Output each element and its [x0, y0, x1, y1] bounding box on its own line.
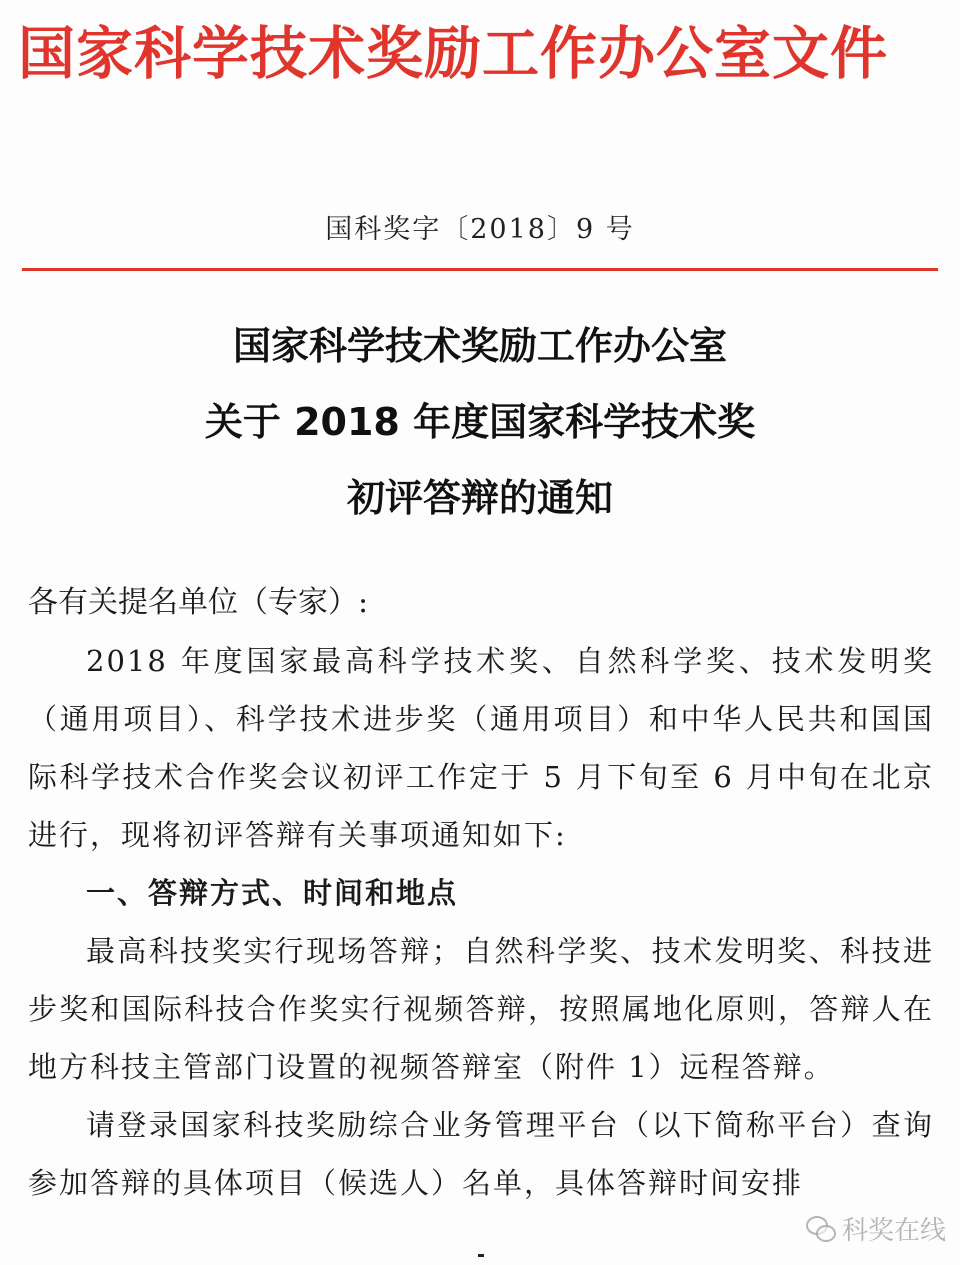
title-line-1: 国家科学技术奖励工作办公室: [232, 324, 727, 368]
paragraph-defense-method: 最高科技奖实行现场答辩；自然科学奖、技术发明奖、科技进步奖和国际科技合作奖实行视频答辩，按照属地化原则，答辩人在地方科技主管部门设置的视频答辩室（附件 1）远程答辩。: [28, 934, 934, 1084]
document-title: [0, 308, 960, 536]
paragraph-platform-login: 请登录国家科技奖励综合业务管理平台（以下简称平台）查询参加答辩的具体项目（候选人）名单，具体答辩时间安排: [28, 1108, 934, 1200]
page-number-mark: [478, 1254, 484, 1257]
title-line-3: 初评答辩的通知: [346, 476, 613, 520]
document-number: 国科奖字〔2018〕9 号: [325, 214, 635, 245]
paragraph-intro: 2018 年度国家最高科学技术奖、自然科学奖、技术发明奖（通用项目）、科学技术进步奖（通用项目）和中华人民共和国国际科学技术合作奖会议初评工作定于 5 月下旬至 6 月中旬在北京进行，现将初评答辩有关事项通知如下:: [28, 644, 934, 852]
red-divider-line: [22, 268, 938, 271]
section-heading-1: 一、答辩方式、时间和地点: [86, 876, 459, 910]
watermark-text: 科奖在线: [841, 1216, 946, 1246]
title-line-2: 关于 2018 年度国家科学技术奖: [204, 400, 756, 444]
document-masthead: 国家科学技术奖励工作办公室文件: [18, 21, 888, 87]
document-body: [28, 632, 934, 1212]
watermark: [806, 1210, 946, 1247]
salutation: 各有关提名单位（专家）:: [28, 585, 369, 620]
wechat-icon: [806, 1216, 836, 1242]
